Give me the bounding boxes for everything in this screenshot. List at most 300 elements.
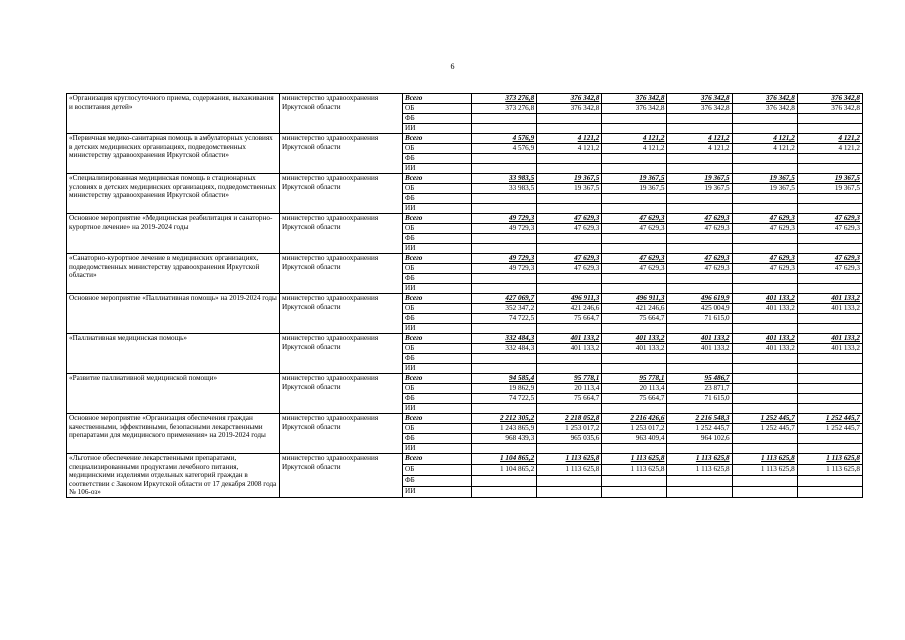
value-cell: [732, 404, 797, 414]
value-cell: 1 253 017,2: [537, 424, 602, 434]
funding-source-cell: ФБ: [403, 314, 472, 324]
value-cell: 401 133,2: [667, 334, 732, 344]
value-cell: [732, 194, 797, 204]
executor-cell: министерство здравоохранения Иркутской области: [280, 294, 403, 334]
value-cell: 401 133,2: [732, 344, 797, 354]
program-name-cell: «Развитие паллиативной медицинской помощи»: [67, 374, 280, 414]
value-cell: 47 629,3: [667, 264, 732, 274]
executor-cell: министерство здравоохранения Иркутской области: [280, 414, 403, 454]
value-cell: [732, 434, 797, 444]
value-cell: 1 252 445,7: [732, 414, 797, 424]
value-cell: 1 104 865,2: [472, 464, 537, 475]
value-cell: 427 069,7: [472, 294, 537, 304]
value-cell: [602, 404, 667, 414]
value-cell: 4 121,2: [602, 134, 667, 144]
value-cell: 47 629,3: [732, 214, 797, 224]
value-cell: 496 911,3: [602, 294, 667, 304]
value-cell: [537, 364, 602, 374]
value-cell: 19 367,5: [797, 184, 862, 194]
funding-source-cell: Всего: [403, 254, 472, 264]
table-row: [67, 134, 863, 144]
program-name-cell: «Льготное обеспечение лекарственными препаратами, специализированными продуктами лечебного питания, медицинскими изделиями отдельных категорий граждан в соответствии с Законом Иркутской области от 17 декабря 2008 года № 106-оз»: [67, 454, 280, 498]
program-name-cell: «Организация круглосуточного приема, содержания, выхаживания и воспитания детей»: [67, 94, 280, 134]
funding-source-cell: ИИ: [403, 164, 472, 174]
value-cell: 47 629,3: [602, 254, 667, 264]
value-cell: 19 367,5: [667, 174, 732, 184]
page-number: 6: [450, 62, 455, 71]
program-name-cell: «Первичная медико-санитарная помощь в амбулаторных условиях в детских медицинских организациях, подведомственных министерству здравоохранения Иркутской области»: [67, 134, 280, 174]
value-cell: [667, 194, 732, 204]
value-cell: [797, 324, 862, 334]
funding-source-cell: ФБ: [403, 154, 472, 164]
value-cell: 352 347,2: [472, 304, 537, 314]
value-cell: [472, 475, 537, 486]
value-cell: 401 133,2: [797, 294, 862, 304]
value-cell: [602, 164, 667, 174]
executor-cell: министерство здравоохранения Иркутской области: [280, 454, 403, 498]
value-cell: [667, 324, 732, 334]
value-cell: 1 104 865,2: [472, 454, 537, 465]
funding-source-cell: Всего: [403, 214, 472, 224]
value-cell: [732, 486, 797, 497]
value-cell: 1 113 625,8: [537, 464, 602, 475]
value-cell: [732, 164, 797, 174]
funding-source-cell: ФБ: [403, 274, 472, 284]
value-cell: 376 342,8: [537, 94, 602, 104]
value-cell: [602, 354, 667, 364]
value-cell: [667, 114, 732, 124]
value-cell: 1 252 445,7: [732, 424, 797, 434]
value-cell: [797, 486, 862, 497]
value-cell: 23 871,7: [667, 384, 732, 394]
value-cell: [667, 244, 732, 254]
funding-source-cell: ОБ: [403, 104, 472, 114]
value-cell: 1 252 445,7: [797, 414, 862, 424]
value-cell: 401 133,2: [732, 334, 797, 344]
funding-source-cell: ФБ: [403, 234, 472, 244]
funding-source-cell: ФБ: [403, 475, 472, 486]
value-cell: 75 664,7: [602, 314, 667, 324]
funding-source-cell: ОБ: [403, 464, 472, 475]
value-cell: [602, 114, 667, 124]
funding-source-cell: ОБ: [403, 304, 472, 314]
value-cell: 376 342,8: [732, 94, 797, 104]
value-cell: [602, 444, 667, 454]
value-cell: 20 113,4: [602, 384, 667, 394]
value-cell: 49 729,3: [472, 254, 537, 264]
program-name-cell: «Специализированная медицинская помощь в стационарных условиях в детских медицинских организациях, подведомственных министерству здравоохранения Иркутской области»: [67, 174, 280, 214]
value-cell: 47 629,3: [602, 214, 667, 224]
value-cell: [537, 354, 602, 364]
value-cell: 47 629,3: [797, 224, 862, 234]
value-cell: 421 246,6: [602, 304, 667, 314]
value-cell: 373 276,8: [472, 94, 537, 104]
executor-cell: министерство здравоохранения Иркутской области: [280, 214, 403, 254]
funding-source-cell: ФБ: [403, 434, 472, 444]
funding-source-cell: ФБ: [403, 354, 472, 364]
value-cell: 1 252 445,7: [797, 424, 862, 434]
value-cell: [667, 234, 732, 244]
value-cell: 4 121,2: [732, 134, 797, 144]
funding-source-cell: ОБ: [403, 144, 472, 154]
table-row: [67, 454, 863, 465]
value-cell: 2 216 426,6: [602, 414, 667, 424]
funding-source-cell: Всего: [403, 94, 472, 104]
executor-cell: министерство здравоохранения Иркутской области: [280, 94, 403, 134]
value-cell: [537, 475, 602, 486]
budget-table-body: [67, 94, 863, 498]
value-cell: [667, 274, 732, 284]
funding-source-cell: ИИ: [403, 364, 472, 374]
value-cell: [472, 354, 537, 364]
value-cell: 47 629,3: [732, 224, 797, 234]
value-cell: 94 585,4: [472, 374, 537, 384]
table-row: [67, 94, 863, 104]
value-cell: [472, 486, 537, 497]
value-cell: [602, 284, 667, 294]
value-cell: [797, 475, 862, 486]
value-cell: [537, 324, 602, 334]
table-row: [67, 334, 863, 344]
value-cell: 19 367,5: [667, 184, 732, 194]
value-cell: [667, 284, 732, 294]
value-cell: [537, 164, 602, 174]
value-cell: [667, 354, 732, 364]
value-cell: 47 629,3: [537, 254, 602, 264]
value-cell: 47 629,3: [602, 224, 667, 234]
value-cell: [667, 404, 732, 414]
value-cell: [602, 154, 667, 164]
value-cell: [797, 274, 862, 284]
value-cell: [732, 124, 797, 134]
program-name-cell: Основное мероприятие «Паллиативная помощь» на 2019-2024 годы: [67, 294, 280, 334]
value-cell: 1 252 445,7: [667, 424, 732, 434]
value-cell: [667, 204, 732, 214]
value-cell: 49 729,3: [472, 224, 537, 234]
value-cell: 75 664,7: [537, 314, 602, 324]
value-cell: [472, 274, 537, 284]
value-cell: 401 133,2: [537, 344, 602, 354]
value-cell: [472, 244, 537, 254]
value-cell: 19 367,5: [602, 174, 667, 184]
value-cell: 1 253 017,2: [602, 424, 667, 434]
value-cell: [472, 234, 537, 244]
funding-source-cell: Всего: [403, 134, 472, 144]
value-cell: [472, 164, 537, 174]
value-cell: 496 911,3: [537, 294, 602, 304]
value-cell: 74 722,5: [472, 314, 537, 324]
value-cell: [732, 234, 797, 244]
value-cell: 1 113 625,8: [797, 454, 862, 465]
value-cell: 425 004,9: [667, 304, 732, 314]
value-cell: 4 121,2: [667, 144, 732, 154]
table-row: [67, 254, 863, 264]
value-cell: 401 133,2: [537, 334, 602, 344]
funding-source-cell: ИИ: [403, 324, 472, 334]
funding-source-cell: ФБ: [403, 114, 472, 124]
funding-source-cell: ИИ: [403, 284, 472, 294]
value-cell: 1 113 625,8: [667, 454, 732, 465]
value-cell: 4 576,9: [472, 144, 537, 154]
value-cell: [472, 204, 537, 214]
program-name-cell: «Санаторно-курортное лечение в медицинских организациях, подведомственных министерству здравоохранения Иркутской области»: [67, 254, 280, 294]
funding-source-cell: ИИ: [403, 444, 472, 454]
value-cell: 95 778,1: [602, 374, 667, 384]
funding-source-cell: Всего: [403, 334, 472, 344]
value-cell: [797, 284, 862, 294]
funding-source-cell: ФБ: [403, 194, 472, 204]
value-cell: 376 342,8: [667, 94, 732, 104]
value-cell: [797, 314, 862, 324]
value-cell: 47 629,3: [732, 264, 797, 274]
value-cell: 1 243 865,9: [472, 424, 537, 434]
value-cell: [537, 284, 602, 294]
executor-cell: министерство здравоохранения Иркутской области: [280, 254, 403, 294]
value-cell: 2 218 052,8: [537, 414, 602, 424]
value-cell: 4 121,2: [797, 144, 862, 154]
value-cell: [797, 164, 862, 174]
value-cell: 75 664,7: [602, 394, 667, 404]
funding-source-cell: ОБ: [403, 224, 472, 234]
funding-source-cell: ИИ: [403, 244, 472, 254]
value-cell: [797, 114, 862, 124]
value-cell: [732, 204, 797, 214]
funding-source-cell: ИИ: [403, 124, 472, 134]
value-cell: [732, 324, 797, 334]
value-cell: 75 664,7: [537, 394, 602, 404]
value-cell: [537, 404, 602, 414]
value-cell: 19 367,5: [537, 184, 602, 194]
value-cell: 421 246,6: [537, 304, 602, 314]
value-cell: 71 615,0: [667, 314, 732, 324]
value-cell: [732, 114, 797, 124]
value-cell: [602, 194, 667, 204]
value-cell: 376 342,8: [797, 104, 862, 114]
value-cell: [602, 204, 667, 214]
value-cell: 1 113 625,8: [602, 454, 667, 465]
program-name-cell: Основное мероприятие «Организация обеспечения граждан качественными, эффективными, безопасными лекарственными препаратами для медицинского применения» на 2019-2024 годы: [67, 414, 280, 454]
funding-source-cell: ОБ: [403, 424, 472, 434]
value-cell: 1 113 625,8: [732, 464, 797, 475]
funding-source-cell: Всего: [403, 294, 472, 304]
value-cell: 4 121,2: [667, 134, 732, 144]
value-cell: 376 342,8: [732, 104, 797, 114]
value-cell: 401 133,2: [797, 304, 862, 314]
value-cell: [797, 244, 862, 254]
value-cell: 376 342,8: [667, 104, 732, 114]
executor-cell: министерство здравоохранения Иркутской области: [280, 134, 403, 174]
value-cell: [797, 394, 862, 404]
value-cell: [472, 124, 537, 134]
value-cell: 47 629,3: [797, 214, 862, 224]
value-cell: [602, 475, 667, 486]
table-row: [67, 174, 863, 184]
value-cell: 20 113,4: [537, 384, 602, 394]
value-cell: [667, 444, 732, 454]
value-cell: 47 629,3: [602, 264, 667, 274]
funding-source-cell: ОБ: [403, 344, 472, 354]
value-cell: 401 133,2: [732, 294, 797, 304]
value-cell: [797, 194, 862, 204]
value-cell: [602, 364, 667, 374]
funding-source-cell: ОБ: [403, 384, 472, 394]
value-cell: [797, 234, 862, 244]
value-cell: [472, 114, 537, 124]
funding-source-cell: ОБ: [403, 264, 472, 274]
funding-source-cell: Всего: [403, 174, 472, 184]
value-cell: [797, 354, 862, 364]
value-cell: 401 133,2: [667, 344, 732, 354]
value-cell: 4 121,2: [797, 134, 862, 144]
value-cell: [537, 244, 602, 254]
value-cell: [537, 444, 602, 454]
value-cell: 376 342,8: [537, 104, 602, 114]
executor-cell: министерство здравоохранения Иркутской области: [280, 374, 403, 414]
value-cell: 965 035,6: [537, 434, 602, 444]
value-cell: 47 629,3: [537, 224, 602, 234]
value-cell: 47 629,3: [667, 254, 732, 264]
value-cell: 49 729,3: [472, 264, 537, 274]
value-cell: [732, 314, 797, 324]
value-cell: 47 629,3: [667, 224, 732, 234]
value-cell: 1 113 625,8: [667, 464, 732, 475]
value-cell: 19 367,5: [602, 184, 667, 194]
value-cell: [797, 434, 862, 444]
value-cell: 376 342,8: [797, 94, 862, 104]
value-cell: 1 113 625,8: [732, 454, 797, 465]
value-cell: [667, 364, 732, 374]
value-cell: 33 983,5: [472, 184, 537, 194]
value-cell: [667, 164, 732, 174]
value-cell: [537, 194, 602, 204]
value-cell: 496 619,9: [667, 294, 732, 304]
table-row: [67, 374, 863, 384]
value-cell: 47 629,3: [797, 264, 862, 274]
value-cell: [472, 444, 537, 454]
value-cell: [537, 204, 602, 214]
funding-source-cell: Всего: [403, 374, 472, 384]
value-cell: [472, 194, 537, 204]
value-cell: [537, 154, 602, 164]
funding-source-cell: ИИ: [403, 204, 472, 214]
value-cell: 47 629,3: [797, 254, 862, 264]
value-cell: 95 778,1: [537, 374, 602, 384]
value-cell: [602, 234, 667, 244]
value-cell: [797, 404, 862, 414]
value-cell: 401 133,2: [602, 344, 667, 354]
value-cell: 4 121,2: [602, 144, 667, 154]
value-cell: [667, 154, 732, 164]
table-row: [67, 414, 863, 424]
value-cell: 2 212 305,2: [472, 414, 537, 424]
value-cell: 332 484,3: [472, 334, 537, 344]
value-cell: [732, 274, 797, 284]
program-name-cell: «Паллиативная медицинская помощь»: [67, 334, 280, 374]
value-cell: [537, 114, 602, 124]
value-cell: [602, 124, 667, 134]
value-cell: [472, 364, 537, 374]
value-cell: [797, 384, 862, 394]
value-cell: 1 113 625,8: [797, 464, 862, 475]
value-cell: 19 862,9: [472, 384, 537, 394]
value-cell: [732, 364, 797, 374]
value-cell: [797, 364, 862, 374]
value-cell: [667, 486, 732, 497]
value-cell: 401 133,2: [797, 334, 862, 344]
value-cell: [537, 486, 602, 497]
value-cell: 19 367,5: [732, 184, 797, 194]
value-cell: 49 729,3: [472, 214, 537, 224]
value-cell: 47 629,3: [667, 214, 732, 224]
value-cell: 19 367,5: [732, 174, 797, 184]
value-cell: [472, 284, 537, 294]
value-cell: 401 133,2: [732, 304, 797, 314]
value-cell: [472, 404, 537, 414]
value-cell: 964 102,6: [667, 434, 732, 444]
table-row: [67, 214, 863, 224]
value-cell: 4 121,2: [537, 134, 602, 144]
value-cell: [732, 475, 797, 486]
value-cell: 47 629,3: [537, 214, 602, 224]
value-cell: [472, 324, 537, 334]
value-cell: 4 121,2: [537, 144, 602, 154]
value-cell: [732, 444, 797, 454]
value-cell: 95 486,7: [667, 374, 732, 384]
value-cell: [797, 204, 862, 214]
value-cell: [797, 374, 862, 384]
value-cell: [602, 274, 667, 284]
value-cell: 74 722,5: [472, 394, 537, 404]
program-name-cell: Основное мероприятие «Медицинская реабилитация и санаторно-курортное лечение» на 2019-2024 годы: [67, 214, 280, 254]
value-cell: 47 629,3: [537, 264, 602, 274]
value-cell: 4 576,9: [472, 134, 537, 144]
value-cell: [602, 324, 667, 334]
value-cell: 19 367,5: [797, 174, 862, 184]
value-cell: [667, 475, 732, 486]
funding-source-cell: ФБ: [403, 394, 472, 404]
value-cell: [732, 394, 797, 404]
value-cell: [797, 154, 862, 164]
value-cell: [732, 284, 797, 294]
value-cell: [732, 384, 797, 394]
value-cell: [667, 124, 732, 134]
value-cell: 332 484,3: [472, 344, 537, 354]
funding-source-cell: ОБ: [403, 184, 472, 194]
value-cell: [602, 244, 667, 254]
value-cell: 401 133,2: [797, 344, 862, 354]
value-cell: 71 615,0: [667, 394, 732, 404]
value-cell: 376 342,8: [602, 104, 667, 114]
value-cell: 1 113 625,8: [602, 464, 667, 475]
value-cell: 4 121,2: [732, 144, 797, 154]
value-cell: 2 216 548,3: [667, 414, 732, 424]
value-cell: [472, 154, 537, 164]
value-cell: [797, 444, 862, 454]
value-cell: 47 629,3: [732, 254, 797, 264]
budget-table: [66, 93, 863, 498]
value-cell: 376 342,8: [602, 94, 667, 104]
value-cell: [732, 354, 797, 364]
value-cell: 963 409,4: [602, 434, 667, 444]
value-cell: [732, 244, 797, 254]
value-cell: [797, 124, 862, 134]
value-cell: [732, 374, 797, 384]
executor-cell: министерство здравоохранения Иркутской области: [280, 174, 403, 214]
value-cell: 401 133,2: [602, 334, 667, 344]
funding-source-cell: ИИ: [403, 486, 472, 497]
table-row: [67, 294, 863, 304]
value-cell: [537, 274, 602, 284]
